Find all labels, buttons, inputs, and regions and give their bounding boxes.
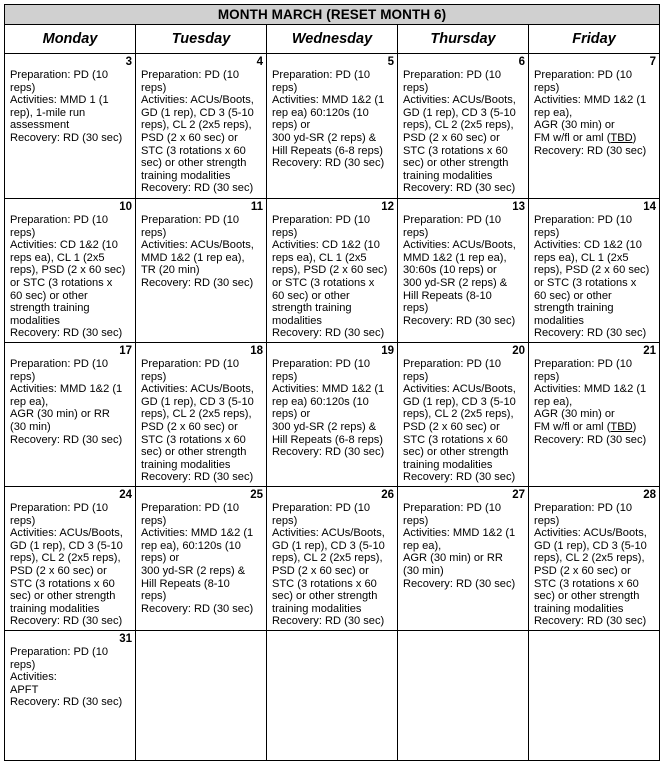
schedule-line: Activities: CD 1&2 (10 — [10, 239, 118, 252]
schedule-line: Hill Repeats (8-10 — [403, 289, 492, 302]
empty-day-cell — [529, 631, 660, 761]
schedule-line: Preparation: PD (10 — [272, 69, 371, 81]
weekday-header: Wednesday — [267, 25, 398, 54]
schedule-line: reps) or — [272, 408, 311, 421]
day-cell — [529, 343, 660, 487]
schedule-line: MMD 1&2 (1 rep ea), — [141, 251, 245, 264]
schedule-line: Preparation: PD (10 — [10, 69, 109, 81]
schedule-line: reps) — [141, 590, 167, 603]
day-cell — [267, 487, 398, 631]
schedule-line: reps) — [141, 226, 167, 239]
schedule-line: 300 yd-SR (2 reps) & — [141, 564, 246, 577]
day-cell-content — [398, 54, 528, 196]
schedule-line: rep ea), — [534, 395, 573, 408]
schedule-line: STC (3 rotations x 60 — [10, 577, 115, 590]
schedule-line: Recovery: RD (30 sec) — [534, 144, 647, 157]
empty-day-cell — [398, 631, 529, 761]
week-row — [5, 199, 660, 343]
schedule-line: Preparation: PD (10 — [403, 214, 502, 226]
week-row — [5, 487, 660, 631]
day-cell — [5, 54, 136, 199]
schedule-line: STC (3 rotations x 60 — [403, 144, 508, 157]
schedule-line: Recovery: RD (30 sec) — [10, 131, 123, 144]
schedule-line: Activities: ACUs/Boots, — [403, 383, 516, 396]
day-cell-content — [5, 631, 135, 710]
day-cell-content — [398, 199, 528, 328]
schedule-line: AGR (30 min) or — [534, 408, 615, 421]
schedule-line: Preparation: PD (10 — [534, 358, 633, 370]
schedule-line: sec) or other strength — [403, 446, 509, 459]
schedule-line: APFT — [10, 683, 39, 696]
schedule-line: reps ea), CL 1 (2x5 — [534, 251, 629, 264]
schedule-line: Activities: MMD 1&2 (1 — [403, 527, 516, 540]
schedule-line: reps), PSD (2 x 60 sec) — [272, 264, 388, 277]
schedule-line: GD (1 rep), CD 3 (5-10 — [272, 539, 385, 552]
weekday-header: Friday — [529, 25, 660, 54]
schedule-line: Recovery: RD (30 sec) — [10, 696, 123, 709]
calendar-table — [4, 4, 660, 761]
schedule-line: reps), CL 2 (2x5 reps), — [10, 552, 121, 565]
schedule-line: Activities: MMD 1&2 (1 — [141, 527, 254, 540]
day-cell-content — [136, 54, 266, 196]
tbd-underlined: TBD — [610, 420, 633, 433]
schedule-line: 60 sec) or other — [10, 289, 88, 302]
day-number: 25 — [250, 489, 263, 501]
schedule-line: Recovery: RD (30 sec) — [141, 276, 254, 289]
schedule-line: rep), 1-mile run — [10, 106, 86, 119]
schedule-line: Recovery: RD (30 sec) — [272, 157, 385, 170]
day-number: 18 — [250, 345, 263, 357]
schedule-line: Activities: CD 1&2 (10 — [272, 239, 380, 252]
schedule-line: strength training — [10, 302, 90, 315]
schedule-line: reps), PSD (2 x 60 sec) — [10, 264, 126, 277]
day-number: 12 — [381, 201, 394, 213]
schedule-line: PSD (2 x 60 sec) or — [272, 564, 369, 577]
schedule-line: reps) — [534, 81, 560, 94]
schedule-line: Activities: ACUs/Boots, — [272, 527, 385, 540]
day-cell-content — [398, 343, 528, 485]
schedule-line: Preparation: PD (10 — [403, 358, 502, 370]
schedule-line: STC (3 rotations x 60 — [403, 433, 508, 446]
schedule-line: Activities: MMD 1&2 (1 — [272, 383, 385, 396]
schedule-line: 300 yd-SR (2 reps) & — [272, 131, 377, 144]
schedule-line: Preparation: PD (10 — [10, 214, 109, 226]
day-cell — [136, 343, 267, 487]
schedule-line: Activities: ACUs/Boots, — [403, 239, 516, 252]
schedule-line: Recovery: RD (30 sec) — [141, 471, 254, 484]
schedule-line: reps), CL 2 (2x5 reps), — [141, 119, 252, 132]
schedule-line: reps) — [272, 514, 298, 527]
schedule-line: reps) — [10, 514, 36, 527]
schedule-line: Activities: MMD 1&2 (1 — [534, 383, 647, 396]
schedule-line: Preparation: PD (10 — [272, 214, 371, 226]
day-cell — [398, 54, 529, 199]
schedule-line: Activities: ACUs/Boots, — [141, 383, 254, 396]
schedule-line: Recovery: RD (30 sec) — [10, 433, 123, 446]
week-row — [5, 343, 660, 487]
day-cell — [136, 199, 267, 343]
schedule-line: Recovery: RD (30 sec) — [534, 615, 647, 628]
week-row — [5, 54, 660, 199]
day-number: 31 — [119, 633, 132, 645]
day-cell-content — [529, 199, 659, 341]
schedule-line: reps) — [403, 226, 429, 239]
schedule-line: Preparation: PD (10 — [10, 646, 109, 658]
day-cell-content — [398, 487, 528, 591]
day-cell — [5, 631, 136, 761]
day-cell — [136, 54, 267, 199]
schedule-line: sec) or other strength — [272, 590, 378, 603]
day-cell — [398, 487, 529, 631]
schedule-line: reps), CL 2 (2x5 reps), — [272, 552, 383, 565]
day-cell-content — [136, 487, 266, 616]
day-cell-content — [136, 199, 266, 291]
schedule-line: GD (1 rep), CD 3 (5-10 — [141, 106, 254, 119]
schedule-line: (30 min) — [403, 564, 444, 577]
schedule-line: reps) — [534, 514, 560, 527]
schedule-line: GD (1 rep), CD 3 (5-10 — [10, 539, 123, 552]
day-number: 20 — [512, 345, 525, 357]
schedule-line: Recovery: RD (30 sec) — [272, 446, 385, 459]
schedule-line: reps), CL 2 (2x5 reps), — [403, 408, 514, 421]
week-row — [5, 631, 660, 761]
schedule-line: 60 sec) or other — [534, 289, 612, 302]
schedule-line: AGR (30 min) or RR — [10, 408, 110, 421]
schedule-line: sec) or other strength — [10, 590, 116, 603]
day-number: 6 — [518, 56, 525, 68]
weekday-header: Thursday — [398, 25, 529, 54]
schedule-line: MMD 1&2 (1 rep ea), — [403, 251, 507, 264]
schedule-line: reps), CL 2 (2x5 reps), — [403, 119, 514, 132]
schedule-line: Recovery: RD (30 sec) — [403, 577, 516, 590]
schedule-line: reps ea), CL 1 (2x5 — [272, 251, 367, 264]
day-cell-content — [529, 54, 659, 158]
schedule-line: Activities: MMD 1&2 (1 — [10, 383, 123, 396]
day-number: 5 — [387, 56, 394, 68]
schedule-line: training modalities — [403, 169, 493, 182]
schedule-line: assessment — [10, 119, 70, 132]
schedule-line: Preparation: PD (10 — [10, 502, 109, 514]
schedule-line: rep ea) 60:120s (10 — [272, 395, 369, 408]
schedule-line: rep ea), — [534, 106, 573, 119]
schedule-line: Recovery: RD (30 sec) — [272, 615, 385, 628]
day-cell-content — [136, 631, 266, 633]
schedule-line: Preparation: PD (10 — [534, 69, 633, 81]
schedule-line: Recovery: RD (30 sec) — [272, 327, 385, 340]
schedule-line: Recovery: RD (30 sec) — [403, 182, 516, 195]
schedule-line: sec) or other strength — [403, 157, 509, 170]
day-cell — [529, 199, 660, 343]
schedule-line: sec) or other strength — [534, 590, 640, 603]
schedule-line: STC (3 rotations x 60 — [141, 144, 246, 157]
schedule-line: PSD (2 x 60 sec) or — [403, 420, 500, 433]
day-cell — [398, 199, 529, 343]
schedule-line: reps) — [141, 370, 167, 383]
schedule-line: 300 yd-SR (2 reps) & — [272, 420, 377, 433]
schedule-line: Recovery: RD (30 sec) — [403, 314, 516, 327]
day-cell-content — [267, 487, 397, 629]
day-cell — [5, 343, 136, 487]
schedule-line: TR (20 min) — [141, 264, 200, 277]
schedule-line: reps) — [403, 370, 429, 383]
day-number: 10 — [119, 201, 132, 213]
schedule-line: Recovery: RD (30 sec) — [534, 433, 647, 446]
schedule-line: GD (1 rep), CD 3 (5-10 — [403, 106, 516, 119]
schedule-line: training modalities — [141, 169, 231, 182]
day-cell-content — [398, 631, 528, 633]
schedule-line: Recovery: RD (30 sec) — [141, 602, 254, 615]
schedule-line: or STC (3 rotations x — [10, 276, 113, 289]
weekday-header: Monday — [5, 25, 136, 54]
schedule-line: Activities: MMD 1 (1 — [10, 94, 109, 107]
schedule-line: reps) — [403, 302, 429, 315]
schedule-line: Preparation: PD (10 — [10, 358, 109, 370]
schedule-line: training modalities — [272, 602, 362, 615]
schedule-line: strength training — [272, 302, 352, 315]
schedule-line: sec) or other strength — [141, 446, 247, 459]
schedule-line: FM w/fl or aml (TBD) — [534, 131, 637, 144]
schedule-line: Preparation: PD (10 — [534, 214, 633, 226]
schedule-line: GD (1 rep), CD 3 (5-10 — [534, 539, 647, 552]
schedule-line: reps) — [10, 81, 36, 94]
schedule-line: reps) — [141, 514, 167, 527]
schedule-line: 60 sec) or other — [272, 289, 350, 302]
day-number: 13 — [512, 201, 525, 213]
schedule-line: Recovery: RD (30 sec) — [403, 471, 516, 484]
day-cell-content — [5, 343, 135, 447]
schedule-line: reps), CL 2 (2x5 reps), — [534, 552, 645, 565]
schedule-line: Hill Repeats (6-8 reps) — [272, 433, 383, 446]
schedule-line: Recovery: RD (30 sec) — [141, 182, 254, 195]
schedule-line: AGR (30 min) or — [534, 119, 615, 132]
day-cell — [267, 199, 398, 343]
schedule-line: PSD (2 x 60 sec) or — [10, 564, 107, 577]
schedule-line: Preparation: PD (10 — [141, 358, 240, 370]
schedule-line: Activities: ACUs/Boots, — [141, 94, 254, 107]
schedule-line: training modalities — [141, 458, 231, 471]
schedule-line: Preparation: PD (10 — [141, 69, 240, 81]
day-number: 19 — [381, 345, 394, 357]
day-number: 4 — [256, 56, 263, 68]
schedule-line: modalities — [272, 314, 322, 327]
day-number: 7 — [649, 56, 657, 68]
schedule-line: PSD (2 x 60 sec) or — [403, 131, 500, 144]
schedule-line: Activities: ACUs/Boots, — [534, 527, 647, 540]
schedule-line: rep ea), 60:120s (10 — [141, 539, 241, 552]
schedule-line: Activities: CD 1&2 (10 — [534, 239, 642, 252]
schedule-line: training modalities — [534, 602, 624, 615]
day-cell-content — [267, 631, 397, 633]
schedule-line: Recovery: RD (30 sec) — [534, 327, 647, 340]
schedule-line: or STC (3 rotations x — [534, 276, 637, 289]
schedule-line: rep ea), — [403, 539, 442, 552]
schedule-line: 300 yd-SR (2 reps) & — [403, 276, 508, 289]
schedule-line: Activities: — [10, 671, 57, 684]
schedule-line: reps) — [10, 370, 36, 383]
schedule-line: reps) — [272, 81, 298, 94]
schedule-line: rep ea), — [10, 395, 49, 408]
schedule-line: Preparation: PD (10 — [272, 502, 371, 514]
schedule-line: GD (1 rep), CD 3 (5-10 — [141, 395, 254, 408]
day-cell — [136, 487, 267, 631]
schedule-line: Preparation: PD (10 — [534, 502, 633, 514]
schedule-line: reps), PSD (2 x 60 sec) — [534, 264, 650, 277]
tbd-underlined: TBD — [610, 131, 633, 144]
schedule-line: Activities: MMD 1&2 (1 — [272, 94, 385, 107]
weekday-header-row — [5, 25, 660, 54]
schedule-line: 30:60s (10 reps) or — [403, 264, 497, 277]
day-cell-content — [529, 487, 659, 629]
schedule-line: Preparation: PD (10 — [403, 502, 502, 514]
day-number: 24 — [119, 489, 132, 501]
schedule-line: STC (3 rotations x 60 — [272, 577, 377, 590]
schedule-line: Preparation: PD (10 — [141, 214, 240, 226]
day-cell-content — [529, 631, 659, 633]
schedule-line: Preparation: PD (10 — [272, 358, 371, 370]
day-cell — [529, 54, 660, 199]
schedule-line: reps ea), CL 1 (2x5 — [10, 251, 105, 264]
empty-day-cell — [136, 631, 267, 761]
day-number: 11 — [250, 201, 263, 213]
day-number: 3 — [125, 56, 132, 68]
schedule-line: or STC (3 rotations x — [272, 276, 375, 289]
empty-day-cell — [267, 631, 398, 761]
day-cell — [398, 343, 529, 487]
schedule-line: reps), CL 2 (2x5 reps), — [141, 408, 252, 421]
day-number: 21 — [643, 345, 657, 357]
day-number: 27 — [512, 489, 525, 501]
schedule-line: PSD (2 x 60 sec) or — [534, 564, 631, 577]
calendar-sheet — [4, 4, 659, 773]
schedule-line: modalities — [534, 314, 584, 327]
schedule-line: strength training — [534, 302, 614, 315]
day-cell — [5, 199, 136, 343]
schedule-line: STC (3 rotations x 60 — [534, 577, 639, 590]
schedule-line: PSD (2 x 60 sec) or — [141, 131, 238, 144]
day-number: 28 — [643, 489, 657, 501]
schedule-line: training modalities — [10, 602, 100, 615]
day-cell-content — [267, 199, 397, 341]
schedule-line: reps) — [403, 81, 429, 94]
schedule-line: reps) — [272, 226, 298, 239]
schedule-line: Recovery: RD (30 sec) — [10, 615, 123, 628]
schedule-line: Preparation: PD (10 — [403, 69, 502, 81]
schedule-line: sec) or other strength — [141, 157, 247, 170]
day-cell — [5, 487, 136, 631]
schedule-line: AGR (30 min) or RR — [403, 552, 503, 565]
day-cell-content — [5, 54, 135, 146]
schedule-line: rep ea) 60:120s (10 — [272, 106, 369, 119]
schedule-line: STC (3 rotations x 60 — [141, 433, 246, 446]
schedule-line: Hill Repeats (8-10 — [141, 577, 230, 590]
schedule-line: Recovery: RD (30 sec) — [10, 327, 123, 340]
day-cell — [267, 343, 398, 487]
day-number: 26 — [381, 489, 394, 501]
calendar-body — [5, 54, 660, 761]
schedule-line: training modalities — [403, 458, 493, 471]
schedule-line: reps) — [10, 658, 36, 671]
schedule-line: modalities — [10, 314, 60, 327]
schedule-line: Activities: ACUs/Boots, — [403, 94, 516, 107]
schedule-line: (30 min) — [10, 420, 51, 433]
day-cell-content — [267, 343, 397, 460]
day-cell-content — [5, 487, 135, 629]
schedule-line: reps) — [534, 370, 560, 383]
day-cell — [529, 487, 660, 631]
day-cell-content — [529, 343, 659, 447]
schedule-line: Preparation: PD (10 — [141, 502, 240, 514]
day-cell-content — [136, 343, 266, 485]
schedule-line: PSD (2 x 60 sec) or — [141, 420, 238, 433]
schedule-line: reps) — [534, 226, 560, 239]
schedule-line: reps) — [10, 226, 36, 239]
schedule-line: Activities: ACUs/Boots, — [141, 239, 254, 252]
day-cell — [267, 54, 398, 199]
day-number: 17 — [119, 345, 132, 357]
schedule-line: Activities: MMD 1&2 (1 — [534, 94, 647, 107]
schedule-line: FM w/fl or aml (TBD) — [534, 420, 637, 433]
schedule-line: reps) — [403, 514, 429, 527]
schedule-line: reps) or — [141, 552, 180, 565]
day-cell-content — [5, 199, 135, 341]
schedule-line: GD (1 rep), CD 3 (5-10 — [403, 395, 516, 408]
schedule-line: reps) — [141, 81, 167, 94]
schedule-line: reps) or — [272, 119, 311, 132]
day-number: 14 — [643, 201, 657, 213]
schedule-line: reps) — [272, 370, 298, 383]
schedule-line: Activities: ACUs/Boots, — [10, 527, 123, 540]
day-cell-content — [267, 54, 397, 171]
calendar-title: MONTH MARCH (RESET MONTH 6) — [5, 5, 660, 25]
schedule-line: Hill Repeats (6-8 reps) — [272, 144, 383, 157]
weekday-header: Tuesday — [136, 25, 267, 54]
